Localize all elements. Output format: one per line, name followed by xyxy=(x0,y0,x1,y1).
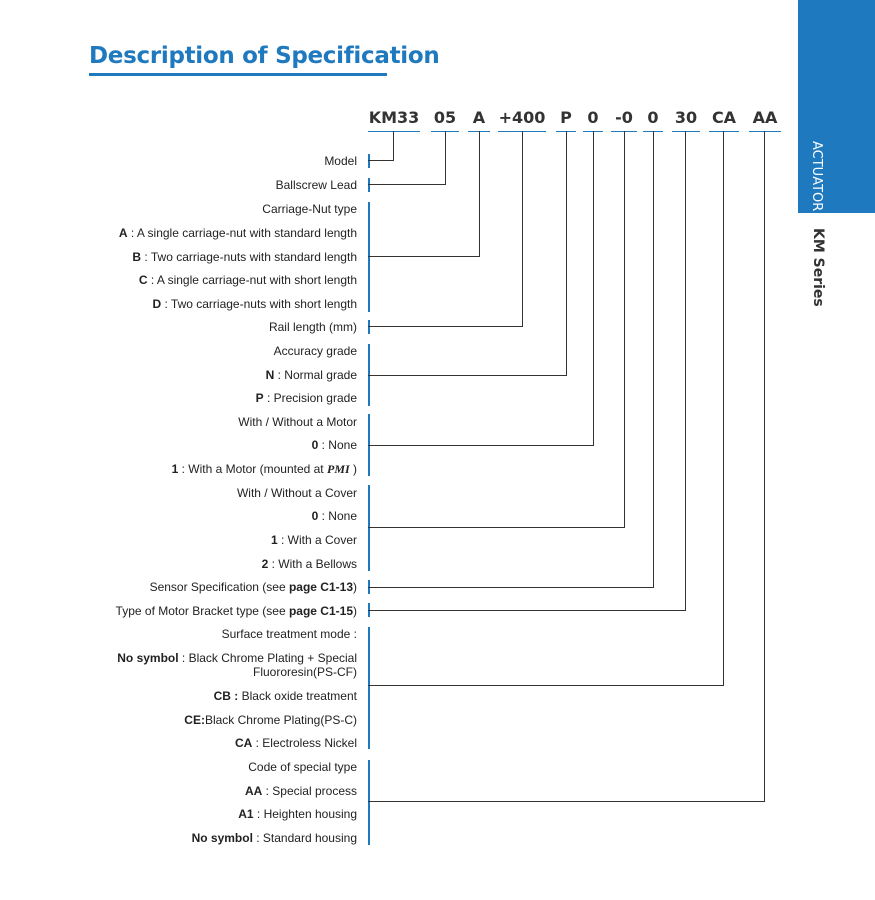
label-carriage-type: Carriage-Nut type xyxy=(262,202,357,216)
series-label: KM Series xyxy=(810,228,826,307)
code-underline xyxy=(749,131,781,132)
group-bar-carriage xyxy=(368,202,370,312)
label-special-a1: A1 : Heighten housing xyxy=(238,807,357,821)
label-accuracy-p: P : Precision grade xyxy=(255,391,357,405)
leader-line-sensor xyxy=(653,131,654,588)
label-motor: With / Without a Motor xyxy=(238,415,357,429)
label-cover: With / Without a Cover xyxy=(236,486,357,500)
leader-line-special xyxy=(764,131,765,802)
label-surface-ce: CE:Black Chrome Plating(PS-C) xyxy=(184,713,357,727)
group-bar-lead xyxy=(368,178,370,192)
group-bar-rail-length xyxy=(368,320,370,334)
code-segment-model: KM33 xyxy=(368,108,420,127)
label-motor-0: 0 : None xyxy=(311,438,357,452)
leader-line-motor xyxy=(368,445,594,446)
leader-line-accuracy xyxy=(566,131,567,376)
label-sensor: Sensor Specification (see page C1-13) xyxy=(149,580,357,594)
leader-line-carriage xyxy=(479,131,480,257)
leader-line-special xyxy=(368,801,765,802)
label-cover-0: 0 : None xyxy=(311,509,357,523)
group-bar-surface xyxy=(368,627,370,749)
label-carriage-c: C : A single carriage-nut with short length xyxy=(138,273,357,287)
label-rail-length: Rail length (mm) xyxy=(268,320,357,334)
leader-line-model xyxy=(393,131,394,161)
code-segment-carriage: A xyxy=(472,108,486,127)
code-segment-motor: 0 xyxy=(587,108,599,127)
page-title: Description of Specification xyxy=(89,43,440,69)
label-special: Code of special type xyxy=(248,760,357,774)
label-surface-cb: CB : Black oxide treatment xyxy=(213,689,357,703)
label-carriage-a: A : A single carriage-nut with standard length xyxy=(118,226,357,240)
label-carriage-b: B : Two carriage-nuts with standard length xyxy=(132,250,357,264)
leader-line-bracket xyxy=(685,131,686,611)
leader-line-bracket xyxy=(368,610,686,611)
leader-line-rail-length xyxy=(522,131,523,327)
label-surface: Surface treatment mode : xyxy=(221,627,357,641)
group-bar-model xyxy=(368,154,370,168)
label-accuracy-n: N : Normal grade xyxy=(265,368,357,382)
leader-line-sensor xyxy=(368,587,654,588)
leader-line-surface xyxy=(368,685,724,686)
leader-line-model xyxy=(368,160,394,161)
leader-line-lead xyxy=(368,184,446,185)
leader-line-cover xyxy=(624,131,625,528)
label-cover-1: 1 : With a Cover xyxy=(270,533,357,547)
label-special-none: No symbol : Standard housing xyxy=(191,831,357,845)
code-underline xyxy=(672,131,700,132)
label-surface-none-cont: Fluororesin(PS-CF) xyxy=(252,665,357,679)
title-underline xyxy=(89,73,387,76)
code-segment-bracket: 30 xyxy=(674,108,698,127)
group-bar-special xyxy=(368,760,370,845)
leader-line-accuracy xyxy=(368,375,567,376)
group-bar-cover xyxy=(368,485,370,571)
code-segment-accuracy: P xyxy=(560,108,572,127)
pmi-logo: PMI xyxy=(326,462,350,476)
leader-line-surface xyxy=(723,131,724,686)
code-segment-surface: CA xyxy=(711,108,737,127)
code-segment-rail-length: +400 xyxy=(498,108,546,127)
label-accuracy: Accuracy grade xyxy=(273,344,357,358)
leader-line-rail-length xyxy=(368,326,523,327)
code-segment-cover: -0 xyxy=(615,108,633,127)
label-bracket: Type of Motor Bracket type (see page C1-15) xyxy=(115,604,357,618)
leader-line-lead xyxy=(445,131,446,185)
label-ballscrew-lead: Ballscrew Lead xyxy=(275,178,357,192)
label-special-aa: AA : Special process xyxy=(244,784,357,798)
label-surface-none: No symbol : Black Chrome Plating + Special xyxy=(117,651,357,665)
label-model: Model xyxy=(324,154,357,168)
label-surface-ca: CA : Electroless Nickel xyxy=(234,736,357,750)
leader-line-cover xyxy=(368,527,625,528)
code-underline xyxy=(368,131,420,132)
code-segment-sensor: 0 xyxy=(647,108,659,127)
leader-line-motor xyxy=(593,131,594,446)
label-cover-2: 2 : With a Bellows xyxy=(261,557,357,571)
label-carriage-d: D : Two carriage-nuts with short length xyxy=(152,297,357,311)
code-segment-lead: 05 xyxy=(433,108,457,127)
code-underline xyxy=(709,131,739,132)
section-tab-label: ACTUATOR xyxy=(809,141,824,212)
code-segment-special: AA xyxy=(752,108,778,127)
label-motor-1: 1 : With a Motor (mounted at PMI ) xyxy=(171,462,357,476)
leader-line-carriage xyxy=(368,256,480,257)
